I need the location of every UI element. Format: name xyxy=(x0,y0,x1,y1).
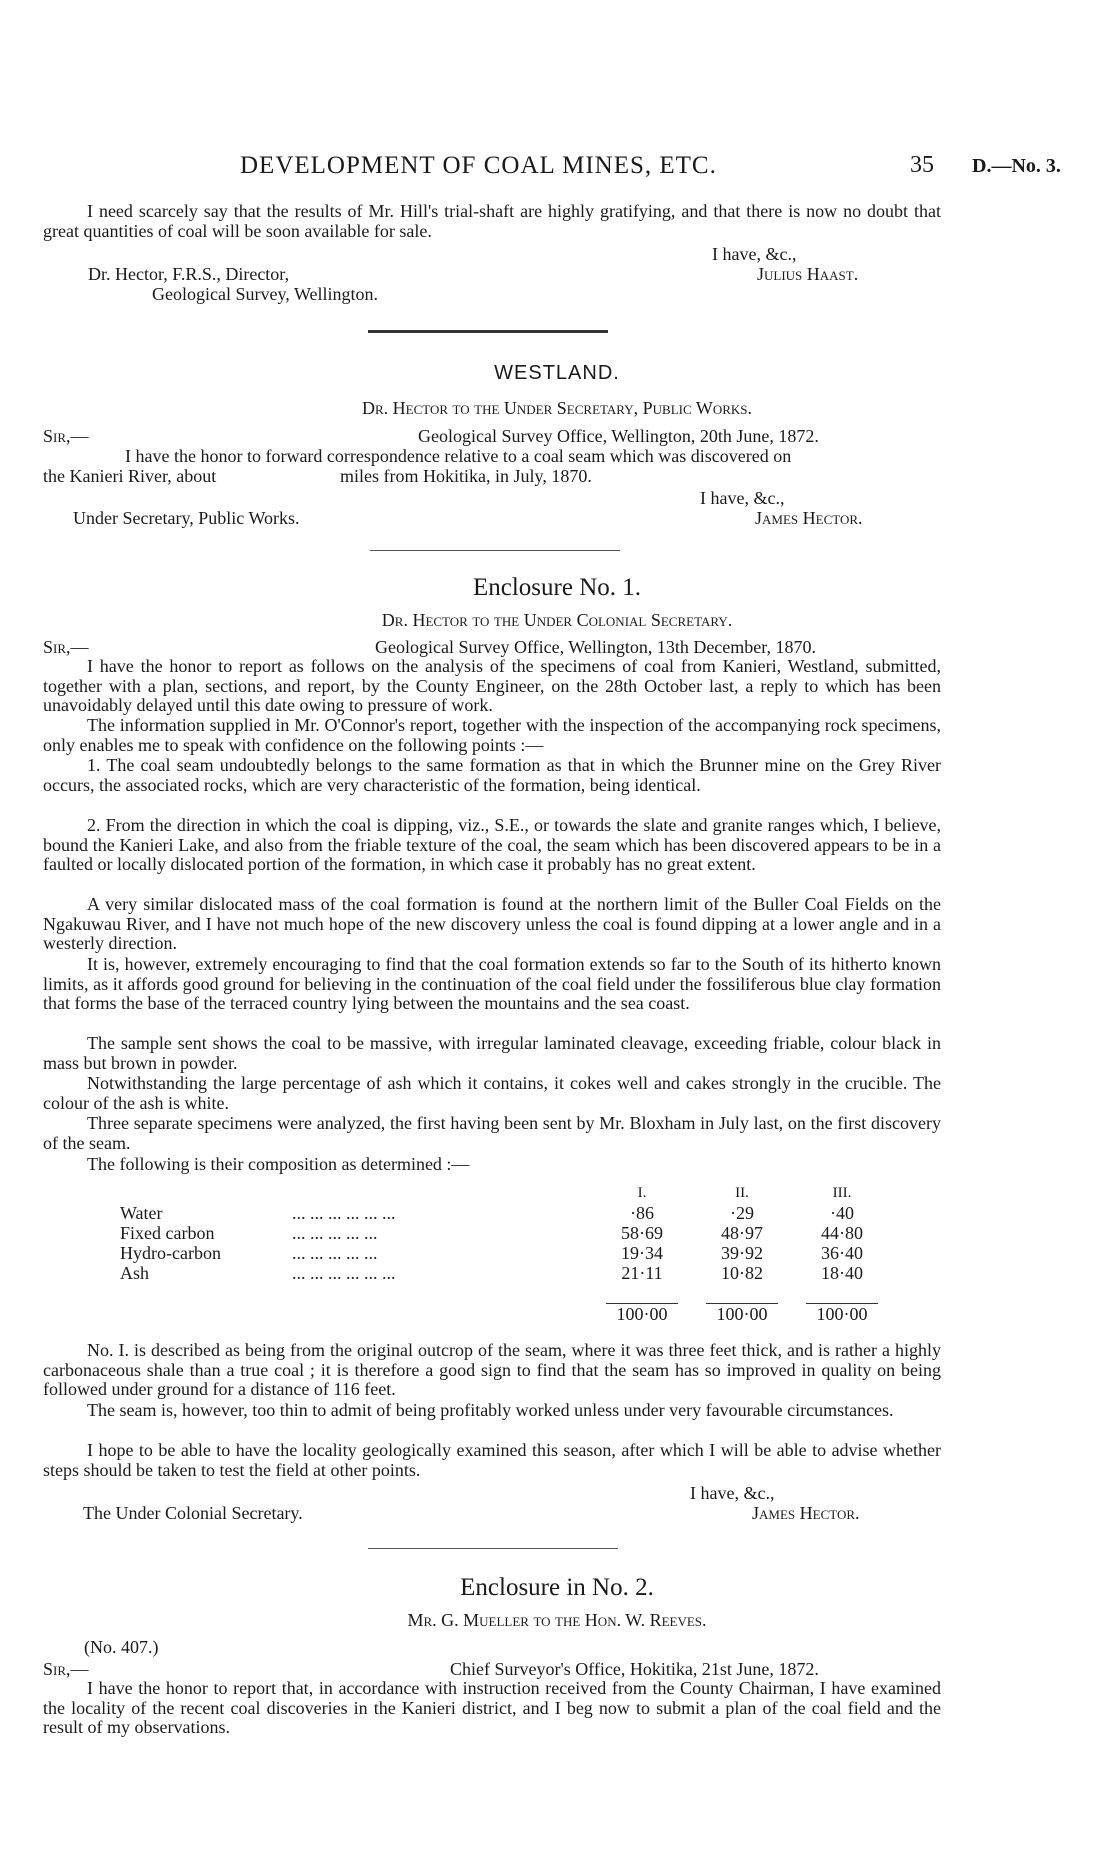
enclosure1-addressee: The Under Colonial Secretary. xyxy=(83,1503,303,1523)
enclosure1-para1: I have the honor to report as follows on the analysis of the specimens of coal from Kanieri, Westland, submitted, together with a plan, sections, and report, by the County Engineer, on the 28th October last, a reply to which has been unavoidably delayed until this date owing to pressure of work. xyxy=(43,656,941,716)
westland-salutation: Sir,— xyxy=(43,426,89,446)
enclosure1-subheading: Dr. Hector to the Under Colonial Secretary. xyxy=(381,610,733,630)
leader-dots: ... ... ... ... ... xyxy=(292,1223,378,1243)
running-header xyxy=(0,152,1114,182)
column-header: II. xyxy=(735,1184,749,1201)
table-row xyxy=(120,1223,892,1243)
enclosure2-salutation: Sir,— xyxy=(43,1659,89,1679)
row-label: Water xyxy=(120,1203,163,1223)
enclosure2-para1: I have the honor to report that, in accordance with instruction received from the County Chairman, I have examined the locality of the recent coal discoveries in the Kanieri district, and I beg now to submit a plan of the coal field and the result of my observations. xyxy=(43,1678,941,1738)
table-cell: 21·11 xyxy=(621,1263,663,1283)
document-reference: D.—No. 3. xyxy=(972,155,1061,177)
enclosure2-subheading: Mr. G. Mueller to the Hon. W. Reeves. xyxy=(407,1610,707,1630)
enclosure2-number: (No. 407.) xyxy=(84,1637,159,1657)
table-cell: 36·40 xyxy=(821,1243,863,1263)
leader-dots: ... ... ... ... ... ... xyxy=(292,1203,396,1223)
enclosure2-heading: Enclosure in No. 2. xyxy=(460,1574,654,1601)
table-cell: ·40 xyxy=(830,1203,854,1223)
row-label: Hydro-carbon xyxy=(120,1243,221,1263)
composition-table xyxy=(120,1183,892,1324)
leader-dots: ... ... ... ... ... xyxy=(292,1243,378,1263)
leader-dots: ... ... ... ... ... ... xyxy=(292,1263,396,1283)
enclosure1-signature: James Hector. xyxy=(752,1503,860,1523)
table-cell: ·29 xyxy=(730,1203,754,1223)
enclosure1-para11: No. I. is described as being from the original outcrop of the seam, where it was three feet thick, and is rather a highly carbonaceous shale than a true coal ; it is therefore a good sign to find that the seam has so improved in quality on being followed under ground for a distance of 116 feet. xyxy=(43,1340,941,1400)
enclosure1-para2: The information supplied in Mr. O'Connor's report, together with the inspection of the accompanying rock specimens, only enables me to speak with confidence on the following points :— xyxy=(43,715,941,755)
enclosure1-para6: It is, however, extremely encouraging to find that the coal formation extends so far to the South of its hitherto known limits, as it affords good ground for believing in the continuation of the coal field under the fossiliferous blue clay formation that forms the base of the terraced country lying between the mountains and the sea coast. xyxy=(43,954,941,1014)
table-row xyxy=(120,1263,892,1283)
enclosure1-salutation: Sir,— xyxy=(43,637,89,657)
enclosure1-para3: 1. The coal seam undoubtedly belongs to the same formation as that in which the Brunner mine on the Grey River occurs, the associated rocks, which are very characteristic of the formation, being identical. xyxy=(43,755,941,795)
total-cell: 100·00 xyxy=(706,1303,778,1324)
section-divider-heavy xyxy=(368,330,608,333)
table-cell: 44·80 xyxy=(821,1223,863,1243)
haast-closing: I have, &c., xyxy=(712,244,797,264)
total-cell: 100·00 xyxy=(806,1303,878,1324)
westland-subheading: Dr. Hector to the Under Secretary, Public Works. xyxy=(361,398,752,418)
running-title: DEVELOPMENT OF COAL MINES, ETC. xyxy=(240,152,717,179)
westland-closing: I have, &c., xyxy=(700,488,785,508)
westland-heading: WESTLAND. xyxy=(494,362,620,384)
table-total-row xyxy=(120,1303,892,1324)
section-divider xyxy=(370,550,620,551)
table-cell: 58·69 xyxy=(621,1223,663,1243)
table-cell: 18·40 xyxy=(821,1263,863,1283)
enclosure1-para9: Three separate specimens were analyzed, the first having been sent by Mr. Bloxham in July last, on the first discovery of the seam. xyxy=(43,1113,941,1153)
westland-signature: James Hector. xyxy=(755,508,863,528)
haast-addressee-line2: Geological Survey, Wellington. xyxy=(152,284,379,304)
section-divider xyxy=(368,1548,618,1549)
enclosure1-para13: I hope to be able to have the locality geologically examined this season, after which I will be able to advise whether steps should be taken to test the field at other points. xyxy=(43,1440,941,1480)
page-number: 35 xyxy=(910,152,934,178)
enclosure1-heading: Enclosure No. 1. xyxy=(472,574,642,601)
table-cell: ·86 xyxy=(630,1203,654,1223)
table-cell: 39·92 xyxy=(721,1243,763,1263)
westland-body-line1: I have the honor to forward correspondence relative to a coal seam which was discovered on xyxy=(125,446,792,466)
table-cell: 48·97 xyxy=(721,1223,763,1243)
haast-signature: Julius Haast. xyxy=(757,264,859,284)
row-label: Ash xyxy=(120,1263,150,1283)
enclosure1-para10: The following is their composition as determined :— xyxy=(87,1154,470,1174)
enclosure1-dateline: Geological Survey Office, Wellington, 13th December, 1870. xyxy=(375,637,817,657)
table-row xyxy=(120,1243,892,1263)
row-label: Fixed carbon xyxy=(120,1223,215,1243)
table-row xyxy=(120,1203,892,1223)
haast-letter-body: I need scarcely say that the results of Mr. Hill's trial-shaft are highly gratifying, and that there is now no doubt that great quantities of coal will be soon available for sale. xyxy=(43,201,941,241)
total-cell: 100·00 xyxy=(606,1303,678,1324)
westland-body-line2a: the Kanieri River, about xyxy=(43,466,217,486)
table-cell: 19·34 xyxy=(621,1243,663,1263)
enclosure1-para5: A very similar dislocated mass of the coal formation is found at the northern limit of the Buller Coal Fields on the Ngakuwau River, and I have not much hope of the new discovery unless the coal is found dipping at a lower angle and in a westerly direction. xyxy=(43,894,941,954)
table-header-row xyxy=(120,1183,892,1203)
haast-addressee-line1: Dr. Hector, F.R.S., Director, xyxy=(88,264,290,284)
table-cell: 10·82 xyxy=(721,1263,763,1283)
westland-addressee: Under Secretary, Public Works. xyxy=(73,508,300,528)
enclosure1-para8: Notwithstanding the large percentage of ash which it contains, it cokes well and cakes strongly in the crucible. The colour of the ash is white. xyxy=(43,1073,941,1113)
column-header: III. xyxy=(832,1184,852,1201)
enclosure2-dateline: Chief Surveyor's Office, Hokitika, 21st June, 1872. xyxy=(450,1659,819,1679)
enclosure1-para4: 2. From the direction in which the coal is dipping, viz., S.E., or towards the slate and granite ranges which, I believe, bound the Kanieri Lake, and also from the friable texture of the coal, the seam which has been discovered appears to be in a faulted or locally dislocated portion of the formation, in which case it probably has no great extent. xyxy=(43,815,941,875)
column-header: I. xyxy=(637,1184,647,1201)
westland-body-line2b: miles from Hokitika, in July, 1870. xyxy=(340,466,592,486)
westland-dateline: Geological Survey Office, Wellington, 20th June, 1872. xyxy=(418,426,819,446)
enclosure1-closing: I have, &c., xyxy=(690,1483,775,1503)
enclosure1-para7: The sample sent shows the coal to be massive, with irregular laminated cleavage, exceeding friable, colour black in mass but brown in powder. xyxy=(43,1033,941,1073)
enclosure1-para12: The seam is, however, too thin to admit of being profitably worked unless under very favourable circumstances. xyxy=(87,1400,894,1420)
